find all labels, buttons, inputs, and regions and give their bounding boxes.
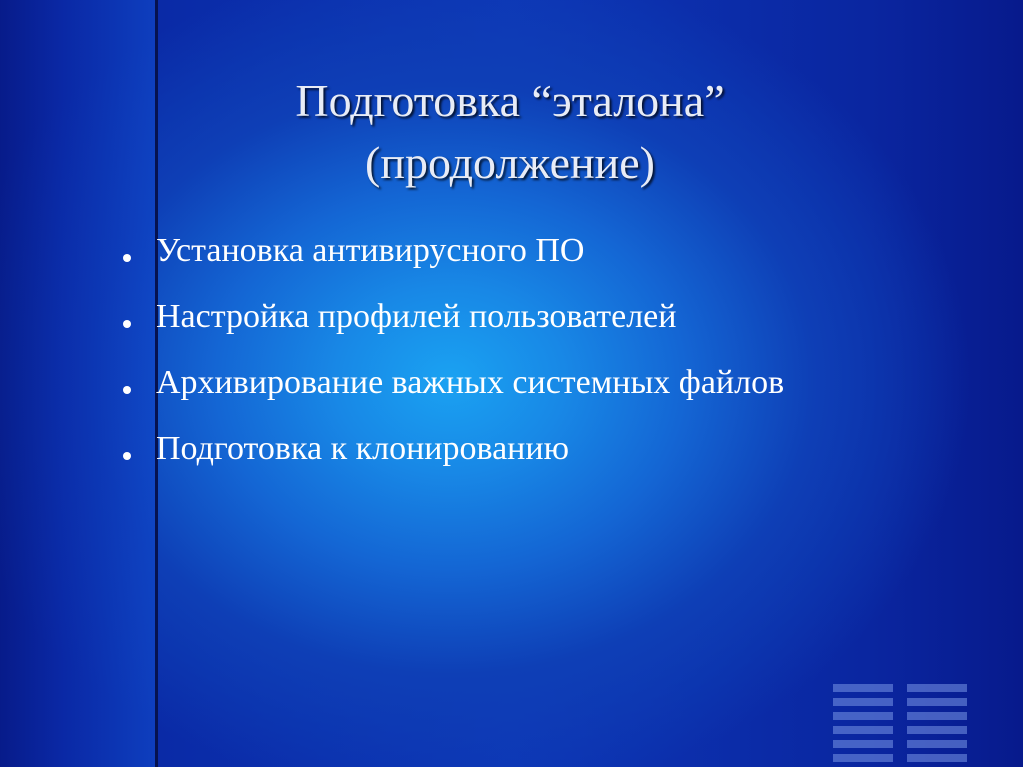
slide-title (160, 70, 860, 194)
bullet-dot-icon (123, 386, 131, 394)
stripe-bar (833, 698, 893, 706)
stripe-bar (833, 712, 893, 720)
stripe-bar (907, 754, 967, 762)
bullet-item (120, 422, 784, 488)
bullet-text: Архивирование важных системных файлов (156, 364, 785, 401)
decorative-stripes-right (907, 684, 967, 767)
bullet-dot-icon (123, 452, 131, 460)
stripe-bar (907, 712, 967, 720)
stripe-bar (833, 684, 893, 692)
slide-title-line-2: (продолжение) (365, 137, 655, 189)
stripe-bar (833, 740, 893, 748)
bullet-text: Подготовка к клонированию (156, 430, 569, 467)
stripe-bar (907, 684, 967, 692)
bullet-text: Установка антивирусного ПО (156, 232, 585, 269)
stripe-bar (833, 726, 893, 734)
bullet-item (120, 224, 784, 290)
decorative-stripes-left (833, 684, 893, 767)
slide-title-line-1: Подготовка “эталона” (295, 75, 725, 126)
stripe-bar (907, 740, 967, 748)
stripe-bar (907, 698, 967, 706)
bullet-dot-icon (123, 254, 131, 262)
bullet-dot-icon (123, 320, 131, 328)
stripe-bar (833, 754, 893, 762)
stripe-bar (907, 726, 967, 734)
bullet-list (120, 224, 784, 488)
bullet-text: Настройка профилей пользователей (156, 298, 677, 335)
bullet-item (120, 356, 784, 422)
bullet-item (120, 290, 784, 356)
